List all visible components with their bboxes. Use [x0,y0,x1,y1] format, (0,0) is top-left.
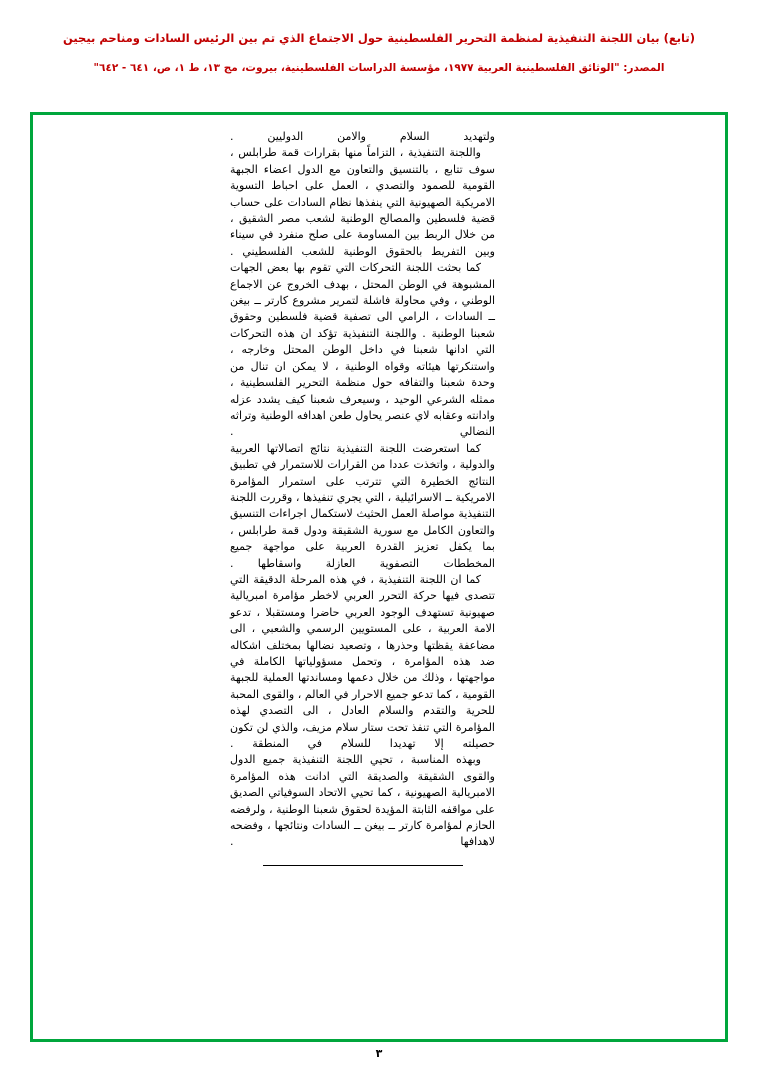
body-paragraph: كما استعرضت اللجنة التنفيذية نتائج اتصالاتها العربية والدولية ، واتخذت عددا من القرارات للاستمرار في تطبيق النتائج الخطيرة التي تترتب على استمرار المؤامرة الامريكية ــ الاسرائيلية ، التي يجري تنفيذها ، وقررت اللجنة التنفيذية مواصلة العمل الحثيث لاستكمال اجراءات التنسيق والتعاون الكامل مع سورية الشقيقة ودول قمة طرابلس ، بما يكفل تعزيز القدرة العربية على مواجهة جميع المخططات التصفوية العازلة واسقاطها . [230,441,495,570]
body-paragraph: كما بحثت اللجنة التحركات التي تقوم بها بعض الجهات المشبوهة في الوطن المحتل ، بهدف الخروج عن الاجماع الوطني ، وفي محاولة فاشلة لتمرير مشروع كارتر ــ بيغن ــ السادات ، الرامي الى تصفية قضية فلسطين وحقوق شعبنا الوطنية . واللجنة التنفيذية تؤكد ان هذه التحركات التي ادانها شعبنا في داخل الوطن المحتل وخارجه ، واستنكرتها هيئاته وقواه الوطنية ، لا يمكن ان تنال من وحدة شعبنا والتفافه حول منظمة التحرير الفلسطينية ، ممثله الشرعي الوحيد ، وسيعرف شعبنا كيف يشدد عزله وادانته وعقابه لاي عنصر يحاول طعن اهدافه الوطنية وتراثه النضالي . [230,261,495,439]
body-paragraph: كما ان اللجنة التنفيذية ، في هذه المرحلة الدقيقة التي تتصدى فيها حركة التحرر العربي لاخطر مؤامرة امبريالية صهيونية تستهدف الوجود العربي حاضرا ومستقبلا ، تدعو الامة العربية ، على المستويين الرسمي والشعبي ، الى مضاعفة يقظتها وحذرها ، وتصعيد نضالها بمختلف اشكاله ضد هذه المؤامرة ، وتحمل مسؤولياتها الكاملة في مواجهتها ، وذلك من خلال دعمها ومساندتها العملية للجبهة القومية ، كما تدعو جميع الاحرار في العالم ، والقوى المحبة للحرية والتقدم والسلام العادل ، الى التصدي لهذه المؤامرة التي تنفذ تحت ستار سلام مزيف، والذي لن تكون حصيلته إلا تهديدا للسلام في المنطقة . [230,572,495,751]
content-frame-inner [33,115,725,1039]
header-source: المصدر: "الوثائق الفلسطينية العربية ١٩٧٧، مؤسسة الدراسات الفلسطينية، بيروت، مج ١٣، ط ١، ص، ٦٤١ - ٦٤٢" [93,62,665,75]
page-number: ٣ [375,1047,383,1060]
body-paragraph: واللجنة التنفيذية ، التزاماً منها بقرارات قمة طرابلس ، سوف تتابع ، بالتنسيق والتعاون مع الدول اعضاء الجبهة القومية للصمود والتصدي ، العمل على احباط التسوية الامريكية الصهيونية التي ينفذها نظام السادات على حساب قضية فلسطين والمصالح الوطنية لشعب مصر الشقيق ، من خلال الربط بين المساومة على صلح منفرد في سيناء وبين التفريط بالحقوق الوطنية للشعب الفلسطيني . [230,146,495,258]
section-divider [263,865,463,866]
header-title: (تابع) بيان اللجنة التنفيذية لمنظمة التحرير الفلسطينية حول الاجتماع الذي تم بين الرئيس السادات ومناحم بيجين [63,31,695,45]
body-paragraph: ولتهديد السلام والامن الدوليين . [230,130,495,143]
body-text-column [230,129,495,866]
content-frame [30,112,728,1042]
page-header [0,0,758,77]
body-paragraph: وبهذه المناسبة ، تحيي اللجنة التنفيذية جميع الدول والقوى الشقيقة والصديقة التي ادانت هذه المؤامرة الامبريالية الصهيونية ، كما تحيي الاتحاد السوفياتي الصديق على مواقفه الثابتة المؤيدة لحقوق شعبنا الوطنية ، ولرفضه الحازم لمؤامرة كارتر ــ بيغن ــ السادات ونتائجها ، وفضحه لاهدافها . [230,753,495,849]
